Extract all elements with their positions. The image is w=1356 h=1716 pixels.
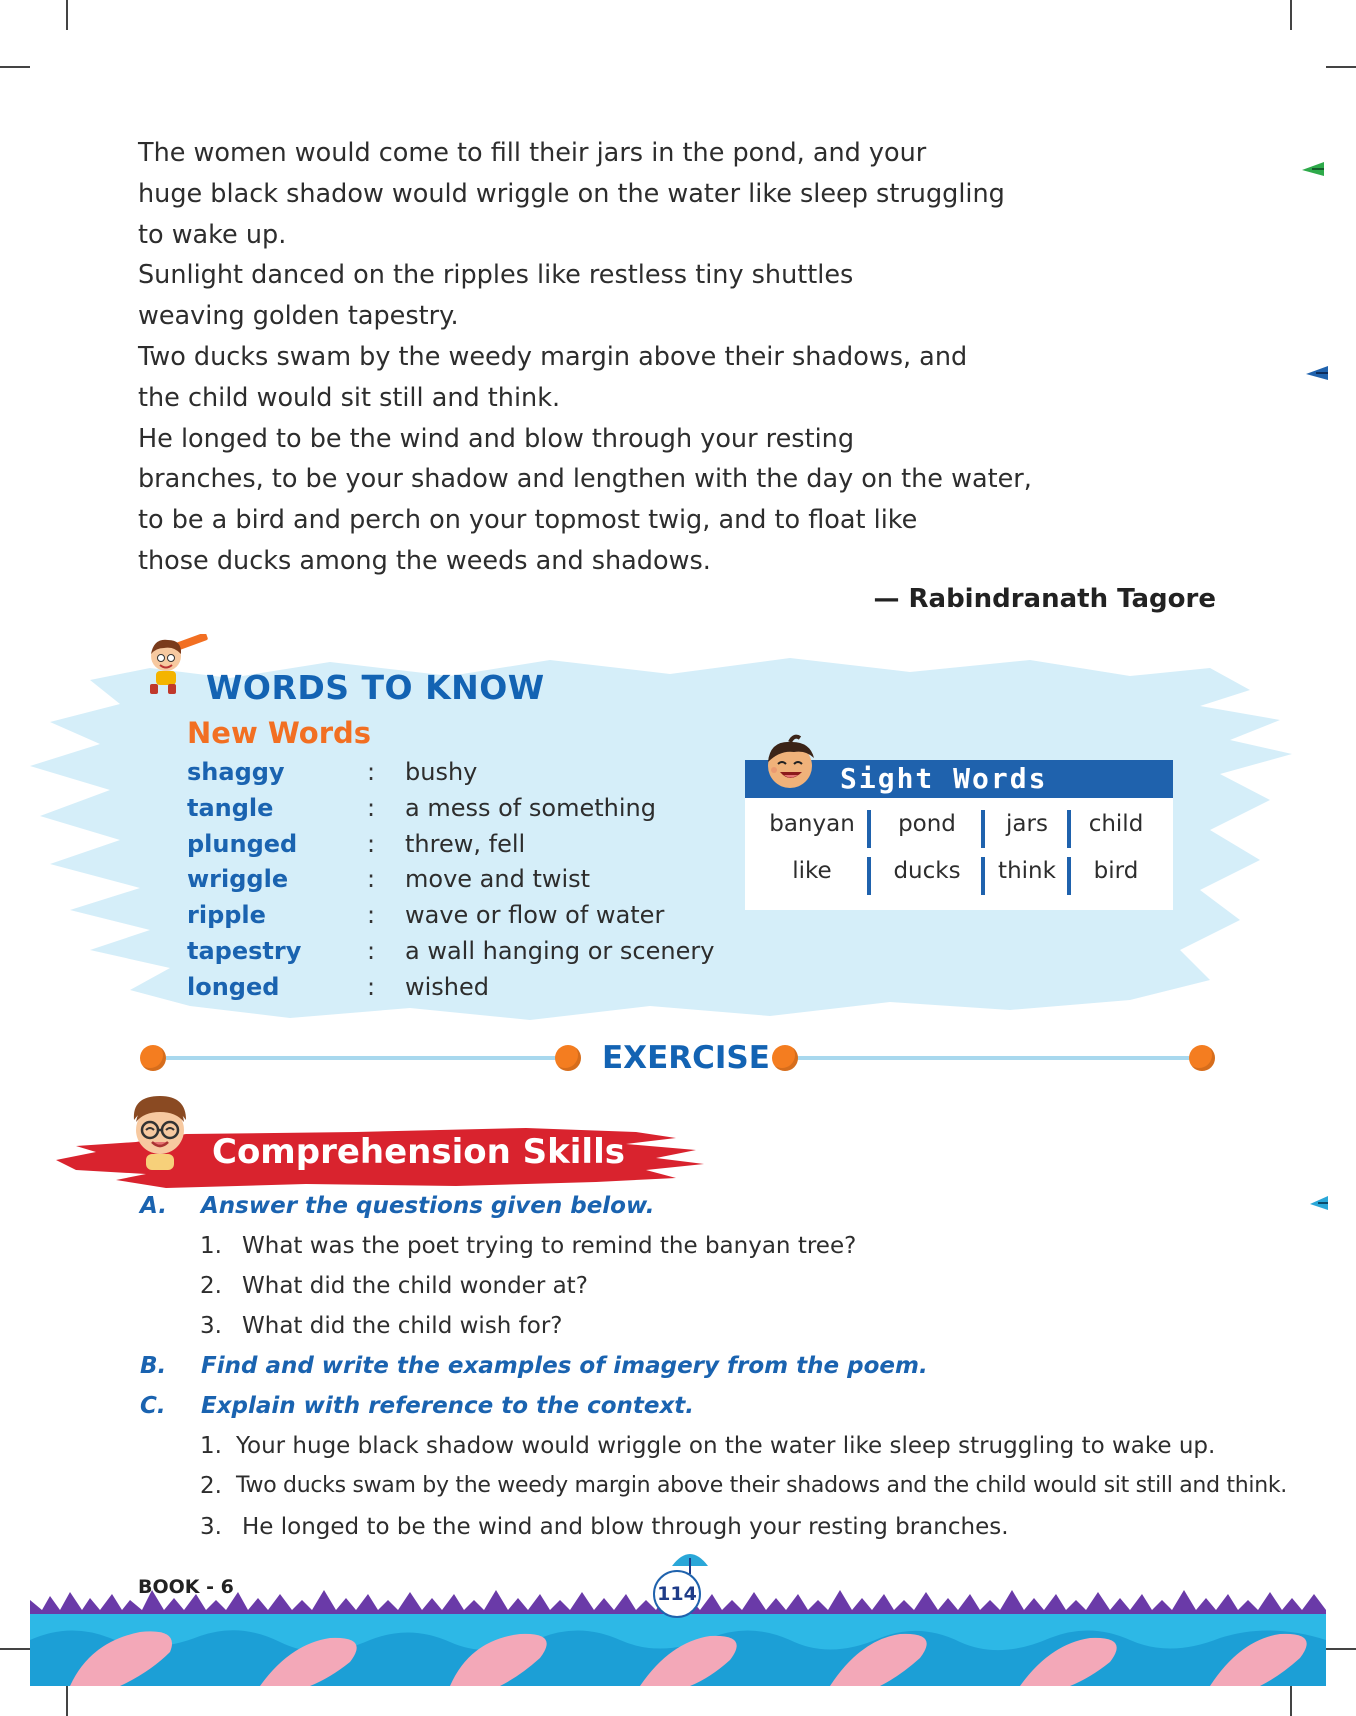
poem-line: to wake up.	[138, 219, 287, 250]
crop-mark	[1290, 0, 1292, 30]
poem-line: Sunlight danced on the ripples like restless tiny shuttles	[138, 260, 854, 291]
margin-flag-icon	[1302, 162, 1326, 176]
margin-flag-icon	[1310, 1196, 1334, 1210]
poem-line: The women would come to fill their jars in the pond, and your	[138, 138, 927, 168]
exercise-divider-line	[796, 1056, 1190, 1060]
orange-dot-icon	[772, 1045, 798, 1071]
section-heading: Answer the questions given below.	[201, 1193, 655, 1219]
section-letter: A.	[140, 1193, 167, 1219]
vocabulary-colon: :	[367, 793, 376, 822]
smiling-boy-icon	[760, 734, 822, 796]
vocabulary-meaning: wave or flow of water	[405, 901, 665, 930]
crop-mark	[1326, 1648, 1356, 1650]
book-label: BOOK - 6	[138, 1576, 234, 1598]
question-number: 3.	[200, 1313, 222, 1339]
section-heading: Find and write the examples of imagery from the poem.	[201, 1353, 928, 1379]
vocabulary-meaning: bushy	[405, 758, 478, 786]
words-to-know-title: WORDS TO KNOW	[206, 668, 545, 707]
sight-word: banyan	[769, 811, 855, 837]
vocabulary-meaning: move and twist	[405, 865, 591, 894]
section-letter: C.	[140, 1393, 166, 1419]
vocabulary-meaning: threw, fell	[405, 829, 526, 858]
question-text: Your huge black shadow would wriggle on the water like sleep struggling to wake up.	[236, 1433, 1216, 1459]
sight-word: pond	[898, 811, 956, 837]
question-text: He longed to be the wind and blow through your resting branches.	[242, 1514, 1009, 1540]
vocabulary-word: shaggy	[187, 758, 285, 786]
vocabulary-word: tangle	[187, 793, 274, 822]
sight-word-divider	[981, 857, 985, 895]
question-text: What did the child wonder at?	[242, 1273, 588, 1299]
poem-line: weaving golden tapestry.	[138, 301, 459, 332]
orange-dot-icon	[1189, 1045, 1215, 1071]
sight-word-divider	[1067, 810, 1071, 848]
question-text: What was the poet trying to remind the banyan tree?	[242, 1233, 857, 1259]
exercise-divider-line	[166, 1056, 566, 1060]
poem-line: to be a bird and perch on your topmost twig, and to float like	[138, 505, 918, 536]
crop-mark	[66, 0, 68, 30]
orange-dot-icon	[140, 1045, 166, 1071]
vocabulary-colon: :	[367, 865, 376, 894]
question-number: 3.	[200, 1514, 222, 1540]
sight-word-divider	[981, 810, 985, 848]
crop-mark	[1326, 66, 1356, 68]
sight-word: bird	[1093, 858, 1139, 884]
crop-mark	[0, 1648, 30, 1650]
question-text: What did the child wish for?	[242, 1313, 563, 1339]
vocabulary-colon: :	[367, 936, 376, 965]
crop-mark	[1290, 1686, 1292, 1716]
vocabulary-meaning: wished	[405, 972, 490, 1001]
poem-line: branches, to be your shadow and lengthen with the day on the water,	[138, 464, 1032, 495]
vocabulary-meaning: a wall hanging or scenery	[405, 936, 715, 965]
vocabulary-word: plunged	[187, 829, 298, 858]
crop-mark	[0, 66, 30, 68]
question-number: 2.	[200, 1473, 222, 1499]
pencil-kid-icon	[138, 634, 212, 696]
sight-word: jars	[1006, 811, 1048, 837]
section-heading: Explain with reference to the context.	[201, 1393, 695, 1419]
page-number: 114	[653, 1570, 701, 1618]
sight-word: think	[998, 858, 1056, 884]
crop-mark	[66, 1686, 68, 1716]
poem-line: Two ducks swam by the weedy margin above their shadows, and	[138, 341, 968, 372]
poem-line: the child would sit still and think.	[138, 382, 561, 413]
orange-dot-icon	[555, 1045, 581, 1071]
vocabulary-word: tapestry	[187, 936, 302, 965]
sight-word: child	[1088, 811, 1144, 837]
section-letter: B.	[140, 1353, 167, 1379]
sight-word-divider	[867, 810, 871, 848]
poem-line: those ducks among the weeds and shadows.	[138, 545, 711, 576]
new-words-title: New Words	[187, 716, 372, 750]
poem-text	[138, 133, 1038, 582]
vocabulary-word: wriggle	[187, 865, 289, 894]
exercise-title: EXERCISE	[602, 1040, 770, 1076]
poem-line: huge black shadow would wriggle on the water like sleep struggling	[138, 178, 1005, 209]
vocabulary-colon: :	[367, 829, 376, 858]
poem-author: — Rabindranath Tagore	[873, 584, 1216, 614]
sight-words-title: Sight Words	[840, 762, 1048, 795]
question-number: 1.	[200, 1433, 222, 1459]
sight-word: ducks	[893, 858, 961, 884]
vocabulary-word: ripple	[187, 901, 266, 930]
vocabulary-word: longed	[187, 972, 280, 1001]
comprehension-title: Comprehension Skills	[212, 1132, 625, 1172]
sight-word: like	[792, 858, 832, 884]
vocabulary-colon: :	[367, 901, 376, 930]
glasses-kid-icon	[120, 1090, 204, 1174]
margin-flag-icon	[1306, 366, 1330, 380]
vocabulary-colon: :	[367, 972, 376, 1001]
question-number: 1.	[200, 1233, 222, 1259]
sight-word-divider	[867, 857, 871, 895]
question-number: 2.	[200, 1273, 222, 1299]
sight-word-divider	[1067, 857, 1071, 895]
vocabulary-meaning: a mess of something	[405, 793, 656, 822]
vocabulary-colon: :	[367, 758, 376, 786]
question-text: Two ducks swam by the weedy margin above their shadows and the child would sit still and think.	[236, 1473, 1287, 1498]
poem-line: He longed to be the wind and blow through your resting	[138, 423, 855, 454]
